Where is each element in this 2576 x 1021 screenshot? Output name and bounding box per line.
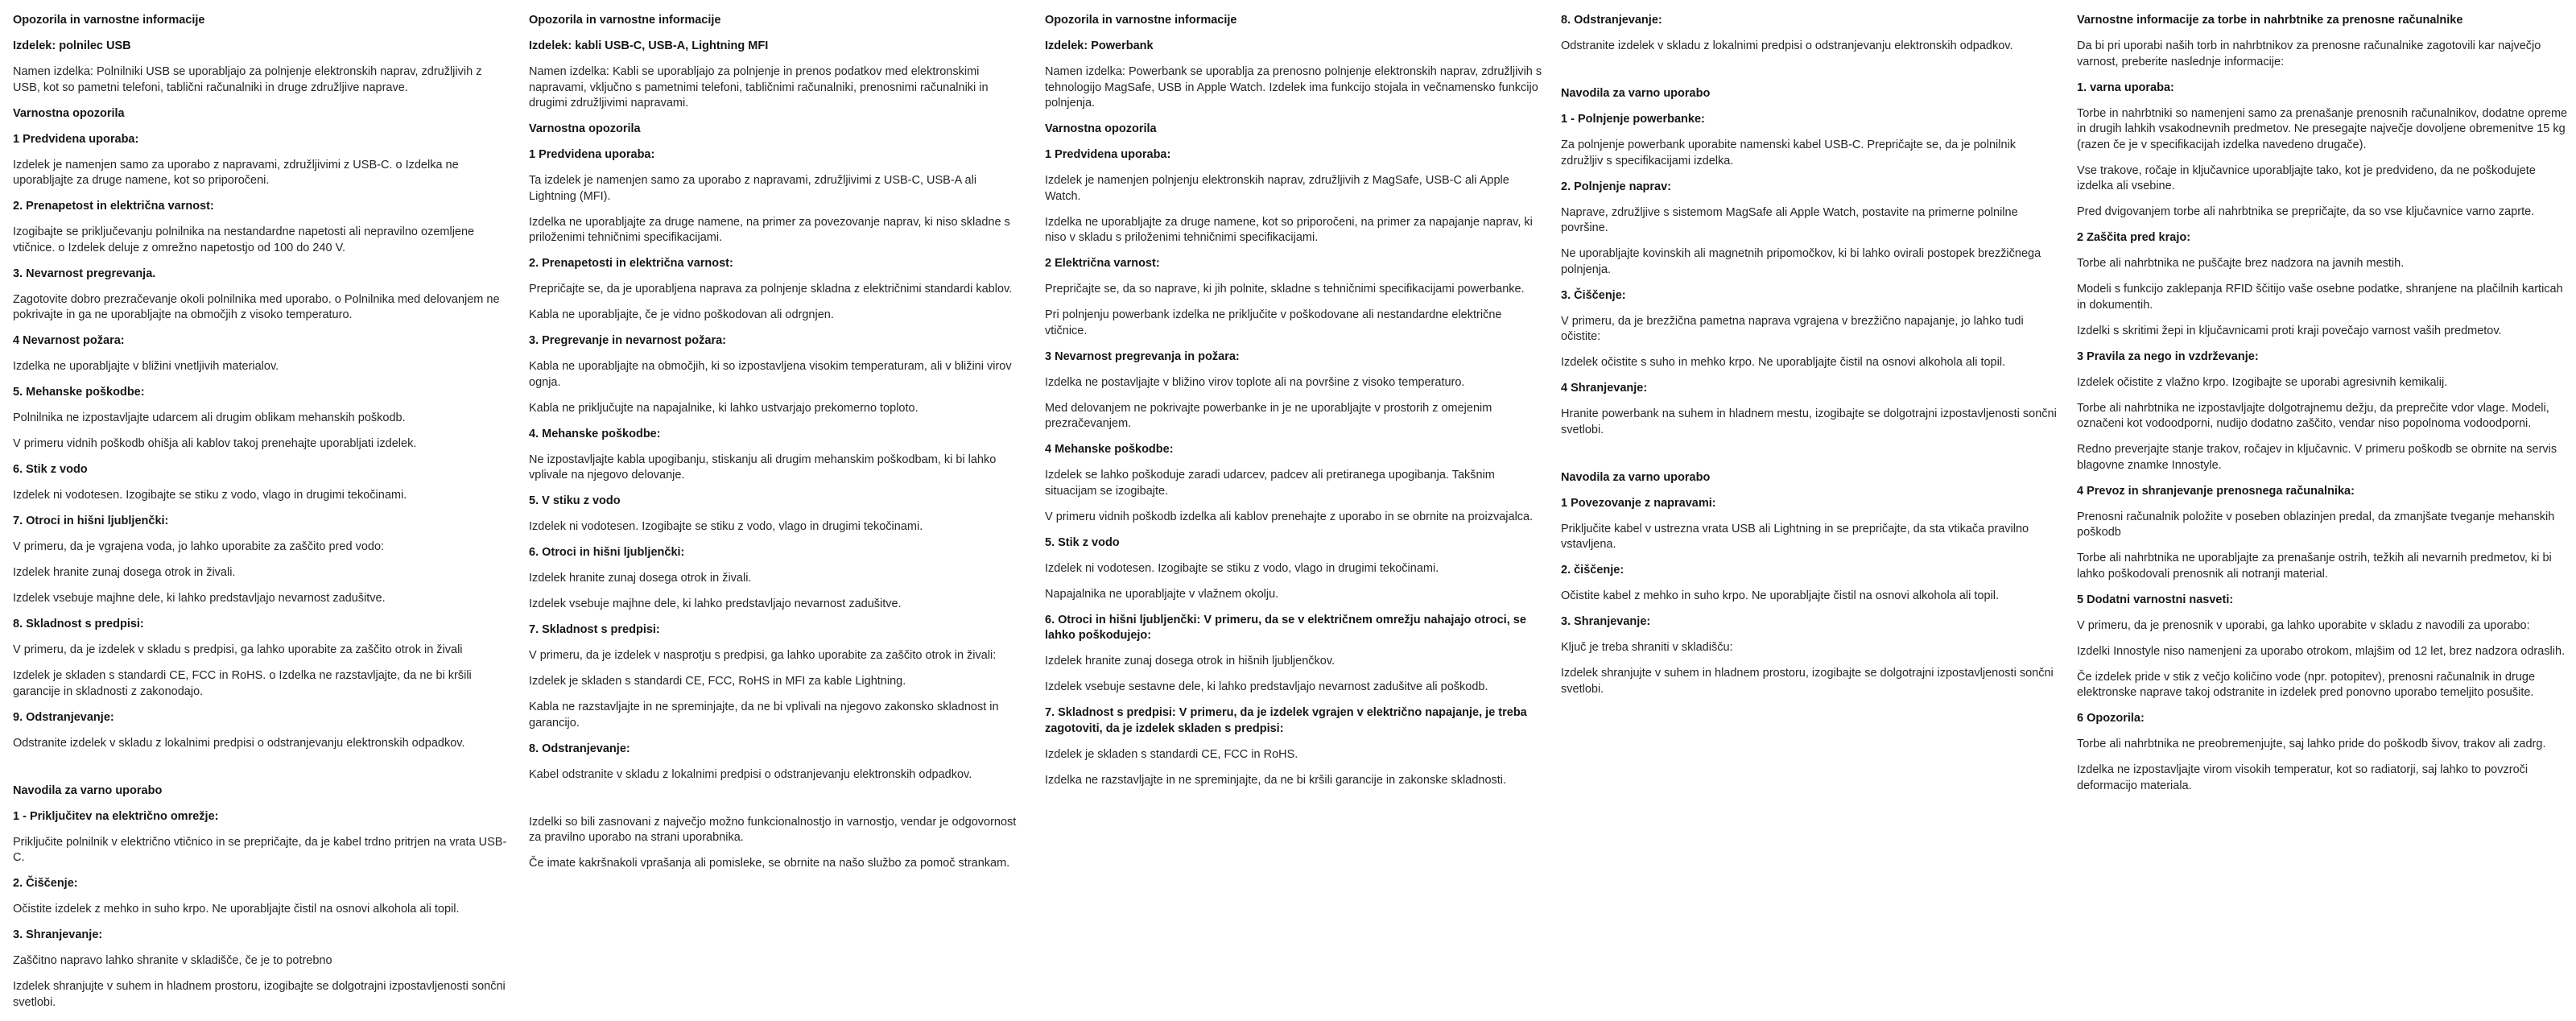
section-heading: 4. Mehanske poškodbe: [529, 427, 661, 440]
paragraph: Namen izdelka: Powerbank se uporablja za prenosno polnjenje elektronskih naprav, združljivih s tehnologijo MagSafe, USB in Apple Watch. Izdelek ima funkcijo stojala in večnamensko funkcijo polnjenja. [1045, 65, 1542, 110]
section-heading: 3. Čiščenje: [1561, 288, 1626, 302]
section-heading: Opozorila in varnostne informacije [1045, 14, 1237, 27]
section-heading: 3. Pregrevanje in nevarnost požara: [529, 334, 726, 347]
paragraph: Izogibajte se priključevanju polnilnika na nestandardne napetosti ali nepravilno ozemljene vtičnice. o Izdelek deluje z omrežno napetostjo od 100 do 240 V. [13, 225, 475, 254]
section-heading: 4 Prevoz in shranjevanje prenosnega računalnika: [2077, 484, 2355, 498]
paragraph: Pri polnjenju powerbank izdelka ne priključite v poškodovane ali nestandardne električne vtičnice. [1045, 308, 1502, 337]
paragraph: Izdelka ne razstavljajte in ne spreminjajte, da ne bi kršili garancije in zakonske skladnosti. [1045, 773, 1507, 787]
section-heading: 1 - Polnjenje powerbanke: [1561, 113, 1705, 126]
section-heading: 1 Povezovanje z napravami: [1561, 496, 1716, 510]
paragraph: Prepričajte se, da so naprave, ki jih polnite, skladne s tehničnimi specifikacijami powerbanke. [1045, 283, 1525, 296]
paragraph: Zaščitno napravo lahko shranite v skladišče, če je to potrebno [13, 954, 332, 967]
paragraph: Priključite polnilnik v električno vtičnico in se prepričajte, da je kabel trdno pritrjen na vrata USB-C. [13, 835, 507, 864]
paragraph: Če imate kakršnakoli vprašanja ali pomisleke, se obrnite na našo službo za pomoč strankam. [529, 857, 1010, 870]
paragraph: Torbe ali nahrbtnika ne uporabljajte za prenašanje ostrih, težkih ali nevarnih predmetov, ki bi lahko poškodovali prenosnik ali notranji material. [2077, 552, 2552, 581]
section-heading: 2. Prenapetost in električna varnost: [13, 200, 214, 213]
paragraph: Izdelek je skladen s standardi CE, FCC, RoHS in MFI za kable Lightning. [529, 675, 906, 688]
paragraph: Prepričajte se, da je uporabljena naprava za polnjenje skladna z električnimi standardi kablov. [529, 283, 1013, 296]
section-heading: 1 Predvidena uporaba: [13, 132, 139, 146]
paragraph: Namen izdelka: Kabli se uporabljajo za polnjenje in prenos podatkov med elektronskimi napravami, vključno s pametnimi telefoni, tabličnimi računalniki, prenosnimi računalniki in drugimi združljivimi napravami. [529, 65, 989, 110]
paragraph: Kabla ne uporabljajte, če je vidno poškodovan ali odrgnjen. [529, 308, 834, 321]
section-heading: Varnostna opozorila [529, 122, 641, 135]
paragraph: Polnilnika ne izpostavljajte udarcem ali drugim oblikam mehanskih poškodb. [13, 411, 406, 424]
paragraph: Izdelek je skladen s standardi CE, FCC in RoHS. [1045, 747, 1298, 761]
paragraph: Izdelka ne uporabljajte za druge namene, kot so priporočeni, na primer za napajanje naprav, ki niso v skladu s priloženimi tehničnimi specifikacijami. [1045, 215, 1533, 244]
paragraph: Da bi pri uporabi naših torb in nahrbtnikov za prenosne računalnike zagotovili kar največjo varnost, preberite naslednje informacije: [2077, 39, 2541, 68]
section-heading: 2. Prenapetosti in električna varnost: [529, 257, 733, 270]
paragraph-gap [1561, 448, 2058, 470]
paragraph: V primeru, da je vgrajena voda, jo lahko uporabite za zaščito pred vodo: [13, 540, 385, 553]
paragraph: Izdelek je skladen s standardi CE, FCC in RoHS. o Izdelka ne razstavljajte, da ne bi kršili garancije in skladnosti z zakonodajo. [13, 669, 472, 698]
section-heading: 1. varna uporaba: [2077, 81, 2174, 94]
paragraph: Izdelek je namenjen samo za uporabo z napravami, združljivimi z USB-C. o Izdelka ne uporabljajte za druge namene, kot so priporočeni. [13, 158, 459, 187]
paragraph: Torbe ali nahrbtnika ne puščajte brez nadzora na javnih mestih. [2077, 257, 2405, 270]
column-1 [13, 13, 510, 1021]
paragraph: Izdelek hranite zunaj dosega otrok in živali. [529, 572, 752, 585]
paragraph: Torbe in nahrbtniki so namenjeni samo za prenašanje prenosnih računalnikov, dodatne opreme in drugih lahkih vsakodnevnih predmetov. Ne presegajte največje dovoljene obremenitve 15 kg (razen če je v specifikacijah izdelka navedeno drugače). [2077, 106, 2568, 151]
section-heading: 5 Dodatni varnostni nasveti: [2077, 593, 2234, 606]
paragraph: Ta izdelek je namenjen samo za uporabo z napravami, združljivimi z USB-C, USB-A ali Lightning (MFI). [529, 174, 977, 203]
section-heading: 3. Nevarnost pregrevanja. [13, 267, 156, 280]
paragraph: Izdelek očistite z vlažno krpo. Izogibajte se uporabi agresivnih kemikalij. [2077, 375, 2448, 389]
section-heading: Opozorila in varnostne informacije [529, 14, 721, 27]
section-heading: Opozorila in varnostne informacije [13, 14, 205, 27]
paragraph: Priključite kabel v ustrezna vrata USB ali Lightning in se prepričajte, da sta vtikača pravilno vstavljena. [1561, 522, 2029, 551]
paragraph: Redno preverjajte stanje trakov, ročajev in ključavnic. V primeru poškodb se obrnite na servis blagovne znamke Innostyle. [2077, 443, 2557, 472]
paragraph: Če izdelek pride v stik z večjo količino vode (npr. potopitev), prenosni računalnik in druge elektronske naprave takoj odstranite in izdelek pred ponovno uporabo temeljito posušite. [2077, 670, 2536, 699]
paragraph: Izdelek je namenjen polnjenju elektronskih naprav, združljivih z MagSafe, USB-C ali Apple Watch. [1045, 174, 1509, 203]
paragraph: Pred dvigovanjem torbe ali nahrbtnika se prepričajte, da so vse ključavnice varno zaprte. [2077, 205, 2535, 218]
paragraph: Izdelek vsebuje majhne dele, ki lahko predstavljajo nevarnost zadušitve. [529, 597, 902, 610]
paragraph: Torbe ali nahrbtnika ne izpostavljajte dolgotrajnemu dežju, da preprečite vdor vlage. Modeli, označeni kot vodoodporni, nudijo dodatno zaščito, vendar niso popolnoma vodoodporni. [2077, 401, 2549, 430]
section-heading: 7. Otroci in hišni ljubljenčki: [13, 515, 169, 527]
paragraph: Izdelka ne uporabljajte za druge namene, na primer za povezovanje naprav, ki niso skladne s priloženimi tehničnimi specifikacijami. [529, 215, 1010, 244]
section-heading: 7. Skladnost s predpisi: [529, 623, 660, 636]
paragraph: Izdelek shranjujte v suhem in hladnem prostoru, izogibajte se dolgotrajni izpostavljenosti sončni svetlobi. [13, 980, 506, 1009]
column-3 [1045, 13, 1542, 799]
paragraph: Odstranite izdelek v skladu z lokalnimi predpisi o odstranjevanju elektronskih odpadkov. [13, 736, 465, 750]
section-heading: 5. Mehanske poškodbe: [13, 386, 145, 399]
section-heading: 1 Predvidena uporaba: [1045, 148, 1171, 161]
section-heading: 4 Nevarnost požara: [13, 334, 125, 347]
section-heading: 1 Predvidena uporaba: [529, 148, 655, 161]
paragraph: Torbe ali nahrbtnika ne preobremenjujte, saj lahko pride do poškodb šivov, trakov ali zadrg. [2077, 738, 2546, 750]
paragraph: Očistite izdelek z mehko in suho krpo. Ne uporabljajte čistil na osnovi alkohola ali topil. [13, 903, 460, 916]
paragraph: Kabel odstranite v skladu z lokalnimi predpisi o odstranjevanju elektronskih odpadkov. [529, 767, 972, 781]
paragraph: V primeru, da je izdelek v skladu s predpisi, ga lahko uporabite za zaščito otrok in živali [13, 643, 463, 656]
section-heading: Navodila za varno uporabo [1561, 470, 1711, 484]
column-2 [529, 13, 1026, 882]
section-heading: Varnostna opozorila [13, 106, 125, 120]
section-heading: 6. Stik z vodo [13, 463, 88, 476]
section-heading: 2. čiščenje: [1561, 564, 1624, 577]
paragraph: Namen izdelka: Polnilniki USB se uporabljajo za polnjenje elektronskih naprav, združljivih z USB, kot so pametni telefoni, tablični računalniki in druge združljive naprave. [13, 65, 482, 94]
paragraph: V primeru vidnih poškodb ohišja ali kablov takoj prenehajte uporabljati izdelek. [13, 437, 417, 450]
section-heading: 1 - Priključitev na električno omrežje: [13, 809, 219, 823]
paragraph: Za polnjenje powerbank uporabite namenski kabel USB-C. Prepričajte se, da je polnilnik združljiv s specifikacijami izdelka. [1561, 138, 2017, 167]
paragraph: Izdelka ne postavljajte v bližino virov toplote ali na površine z visoko temperaturo. [1045, 375, 1465, 389]
paragraph: Izdelek vsebuje majhne dele, ki lahko predstavljajo nevarnost zadušitve. [13, 592, 386, 605]
section-heading: 2 Zaščita pred krajo: [2077, 231, 2191, 244]
paragraph: Kabla ne priključujte na napajalnike, ki lahko ustvarjajo prekomerno toploto. [529, 401, 919, 415]
section-heading: 8. Odstranjevanje: [1561, 14, 1662, 27]
paragraph: Kabla ne uporabljajte na območjih, ki so izpostavljena visokim temperaturam, ali v bližini virov ognja. [529, 360, 1012, 389]
section-heading: 3 Pravila za nego in vzdrževanje: [2077, 349, 2259, 363]
paragraph: Med delovanjem ne pokrivajte powerbanke in je ne uporabljajte v prostorih z omejenim prezračevanjem. [1045, 401, 1492, 430]
paragraph: Odstranite izdelek v skladu z lokalnimi predpisi o odstranjevanju elektronskih odpadkov. [1561, 39, 2013, 52]
paragraph: Izdelek vsebuje sestavne dele, ki lahko predstavljajo nevarnost zadušitve ali poškodb. [1045, 680, 1488, 693]
paragraph: Ne izpostavljajte kabla upogibanju, stiskanju ali drugim mehanskim poškodbam, ki bi lahko vplivale na njegovo delovanje. [529, 453, 997, 482]
section-heading: 3. Shranjevanje: [1561, 615, 1651, 628]
paragraph: Izdelka ne izpostavljajte virom visokih temperatur, kot so radiatorji, saj lahko to povzroči deformacijo materiala. [2077, 763, 2529, 792]
section-heading: 7. Skladnost s predpisi: V primeru, da je izdelek vgrajen v električno napajanje, je treba zagotoviti, da je izdelek skladen s predpisi: [1045, 706, 1527, 735]
paragraph: Izdelek se lahko poškoduje zaradi udarcev, padcev ali pretiranega upogibanja. Takšnim situacijam se izogibajte. [1045, 469, 1495, 498]
section-heading: Izdelek: kabli USB-C, USB-A, Lightning MFI [529, 39, 769, 52]
paragraph: Napajalnika ne uporabljajte v vlažnem okolju. [1045, 587, 1279, 601]
section-heading: Varnostne informacije za torbe in nahrbtnike za prenosne računalnike [2077, 14, 2463, 27]
section-heading: Navodila za varno uporabo [13, 783, 163, 797]
paragraph: Izdelek ni vodotesen. Izogibajte se stiku z vodo, vlago in drugimi tekočinami. [1045, 561, 1439, 575]
section-heading: 4 Shranjevanje: [1561, 382, 1648, 395]
section-heading: Navodila za varno uporabo [1561, 87, 1711, 100]
paragraph: Prenosni računalnik položite v poseben oblazinjen predal, da zmanjšate tveganje mehanskih poškodb [2077, 510, 2555, 539]
paragraph: Izdelki Innostyle niso namenjeni za uporabo otrokom, mlajšim od 12 let, brez nadzora odraslih. [2077, 644, 2566, 658]
paragraph: Modeli s funkcijo zaklepanja RFID ščitijo vaše osebne podatke, shranjene na plačilnih karticah in dokumentih. [2077, 283, 2563, 312]
section-heading: Izdelek: polnilec USB [13, 39, 131, 52]
paragraph: V primeru vidnih poškodb izdelka ali kablov prenehajte z uporabo in se obrnite na proizvajalca. [1045, 510, 1534, 523]
section-heading: 3 Nevarnost pregrevanja in požara: [1045, 349, 1240, 363]
section-heading: Varnostna opozorila [1045, 122, 1157, 135]
paragraph: Ključ je treba shraniti v skladišču: [1561, 641, 1733, 654]
paragraph-gap [13, 762, 510, 783]
section-heading: 2 Električna varnost: [1045, 257, 1160, 270]
column-4 [1561, 13, 2058, 708]
section-heading: Izdelek: Powerbank [1045, 39, 1154, 52]
section-heading: 9. Odstranjevanje: [13, 710, 114, 724]
paragraph-gap [1561, 64, 2058, 86]
paragraph: Izdelek ni vodotesen. Izogibajte se stiku z vodo, vlago in drugimi tekočinami. [13, 489, 407, 502]
paragraph: V primeru, da je prenosnik v uporabi, ga lahko uporabite v skladu z navodili za uporabo: [2077, 618, 2530, 632]
paragraph: V primeru, da je izdelek v nasprotju s predpisi, ga lahko uporabite za zaščito otrok in živali: [529, 649, 997, 662]
paragraph: Izdelek ni vodotesen. Izogibajte se stiku z vodo, vlago in drugimi tekočinami. [529, 520, 923, 533]
paragraph: Izdelka ne uporabljajte v bližini vnetljivih materialov. [13, 360, 279, 373]
paragraph: Vse trakove, ročaje in ključavnice uporabljajte tako, kot je predvideno, da ne poškodujete izdelka ali vsebine. [2077, 163, 2536, 192]
paragraph: Ne uporabljajte kovinskih ali magnetnih pripomočkov, ki bi lahko ovirali postopek brezžičnega polnjenja. [1561, 247, 2041, 276]
paragraph: Kabla ne razstavljajte in ne spreminjajte, da ne bi vplivali na njegovo zakonsko skladnost in garancijo. [529, 701, 999, 730]
section-heading: 3. Shranjevanje: [13, 928, 103, 941]
section-heading: 8. Skladnost s predpisi: [13, 618, 144, 630]
paragraph: Izdelek hranite zunaj dosega otrok in živali. [13, 566, 236, 579]
paragraph: Izdelek hranite zunaj dosega otrok in hišnih ljubljenčkov. [1045, 655, 1335, 668]
section-heading: 4 Mehanske poškodbe: [1045, 443, 1174, 456]
section-heading: 2. Polnjenje naprav: [1561, 180, 1671, 193]
paragraph: Naprave, združljive s sistemom MagSafe ali Apple Watch, postavite na primerne polnilne površine. [1561, 205, 2018, 234]
paragraph: Zagotovite dobro prezračevanje okoli polnilnika med uporabo. o Polnilnika med delovanjem ne pokrivajte in ga ne uporabljajte na območjih z visoko temperaturo. [13, 292, 500, 321]
section-heading: 8. Odstranjevanje: [529, 742, 630, 755]
paragraph-gap [529, 793, 1026, 815]
paragraph: Izdelek očistite s suho in mehko krpo. Ne uporabljajte čistil na osnovi alkohola ali topil. [1561, 356, 2006, 369]
paragraph: Izdelek shranjujte v suhem in hladnem prostoru, izogibajte se dolgotrajni izpostavljenosti sončni svetlobi. [1561, 667, 2054, 696]
section-heading: 6 Opozorila: [2077, 712, 2145, 725]
paragraph: Očistite kabel z mehko in suho krpo. Ne uporabljajte čistil na osnovi alkohola ali topil. [1561, 589, 2000, 602]
paragraph: Izdelki so bili zasnovani z največjo možno funkcionalnostjo in varnostjo, vendar je odgovornost za pravilno uporabo na strani uporabnika. [529, 815, 1017, 844]
paragraph: V primeru, da je brezžična pametna naprava vgrajena v brezžično napajanje, jo lahko tudi očistite: [1561, 314, 2024, 343]
section-heading: 2. Čiščenje: [13, 877, 78, 890]
column-5 [2077, 13, 2574, 804]
section-heading: 5. Stik z vodo [1045, 535, 1120, 549]
section-heading: 6. Otroci in hišni ljubljenčki: V primeru, da se v električnem omrežju nahajajo otroci, se lahko poškodujejo: [1045, 613, 1526, 642]
section-heading: 6. Otroci in hišni ljubljenčki: [529, 546, 685, 559]
section-heading: 5. V stiku z vodo [529, 494, 621, 507]
paragraph: Izdelki s skritimi žepi in ključavnicami proti kraji povečajo varnost vaših predmetov. [2077, 324, 2502, 337]
paragraph: Hranite powerbank na suhem in hladnem mestu, izogibajte se dolgotrajni izpostavljenosti sončni svetlobi. [1561, 407, 2057, 436]
